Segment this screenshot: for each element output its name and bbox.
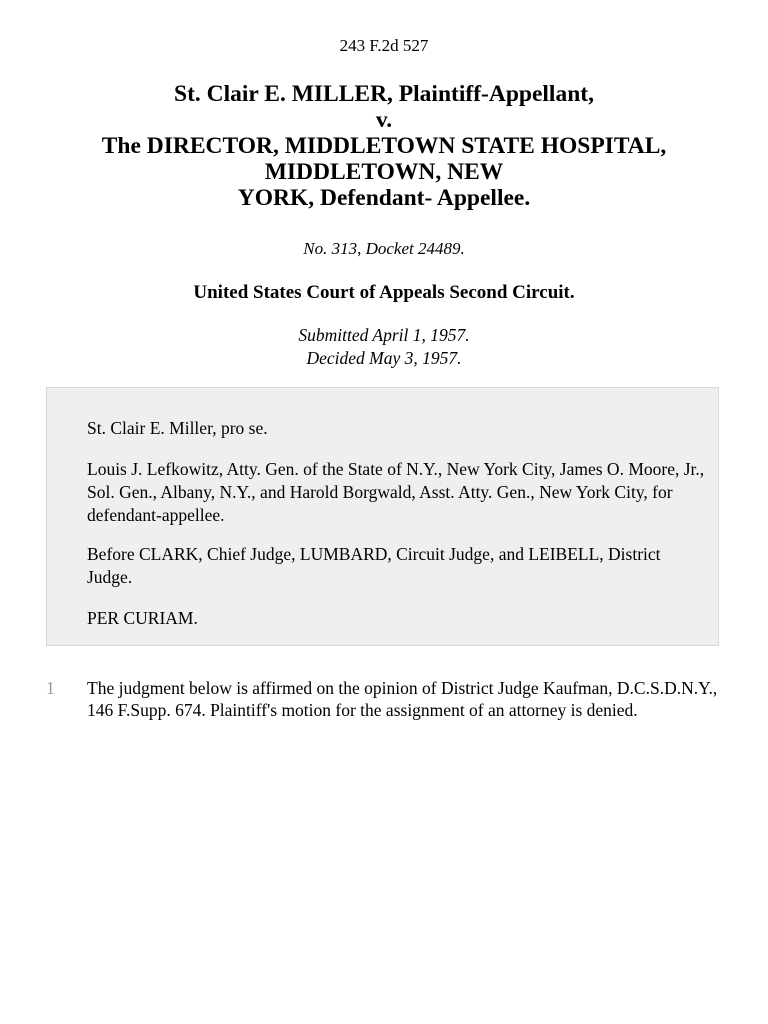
case-dates xyxy=(0,324,768,370)
defendant-counsel: Louis J. Lefkowitz, Atty. Gen. of the State of N.Y., New York City, James O. Moore, Jr., Sol. Gen., Albany, N.Y., and Harold Borgwald, Asst. Atty. Gen., New York City, for defendant-appellee. xyxy=(87,459,705,525)
case-title xyxy=(40,81,728,211)
counsel-box xyxy=(46,387,719,646)
title-defendant-line-2: MIDDLETOWN, NEW xyxy=(264,159,504,185)
title-defendant-line-3: YORK, Defendant- Appellee. xyxy=(237,185,531,211)
title-defendant-line-1: The DIRECTOR, MIDDLETOWN STATE HOSPITAL, xyxy=(101,133,667,159)
decided-date: Decided May 3, 1957. xyxy=(306,348,462,368)
bench-panel: Before CLARK, Chief Judge, LUMBARD, Circuit Judge, and LEIBELL, District Judge. xyxy=(87,544,661,587)
case-citation: 243 F.2d 527 xyxy=(339,36,429,55)
paragraph-number: 1 xyxy=(46,678,55,698)
title-plaintiff: St. Clair E. MILLER, Plaintiff-Appellant, xyxy=(174,81,594,107)
plaintiff-counsel: St. Clair E. Miller, pro se. xyxy=(87,418,268,438)
court-name: United States Court of Appeals Second Circuit. xyxy=(193,282,575,303)
docket-number: No. 313, Docket 24489. xyxy=(303,239,465,258)
submitted-date: Submitted April 1, 1957. xyxy=(298,325,470,345)
per-curiam-label: PER CURIAM. xyxy=(87,608,198,628)
opinion-paragraph: The judgment below is affirmed on the opinion of District Judge Kaufman, D.C.S.D.N.Y., 146 F.Supp. 674. Plaintiff's motion for the assignment of an attorney is denied. xyxy=(87,678,718,720)
title-versus: v. xyxy=(375,107,393,133)
